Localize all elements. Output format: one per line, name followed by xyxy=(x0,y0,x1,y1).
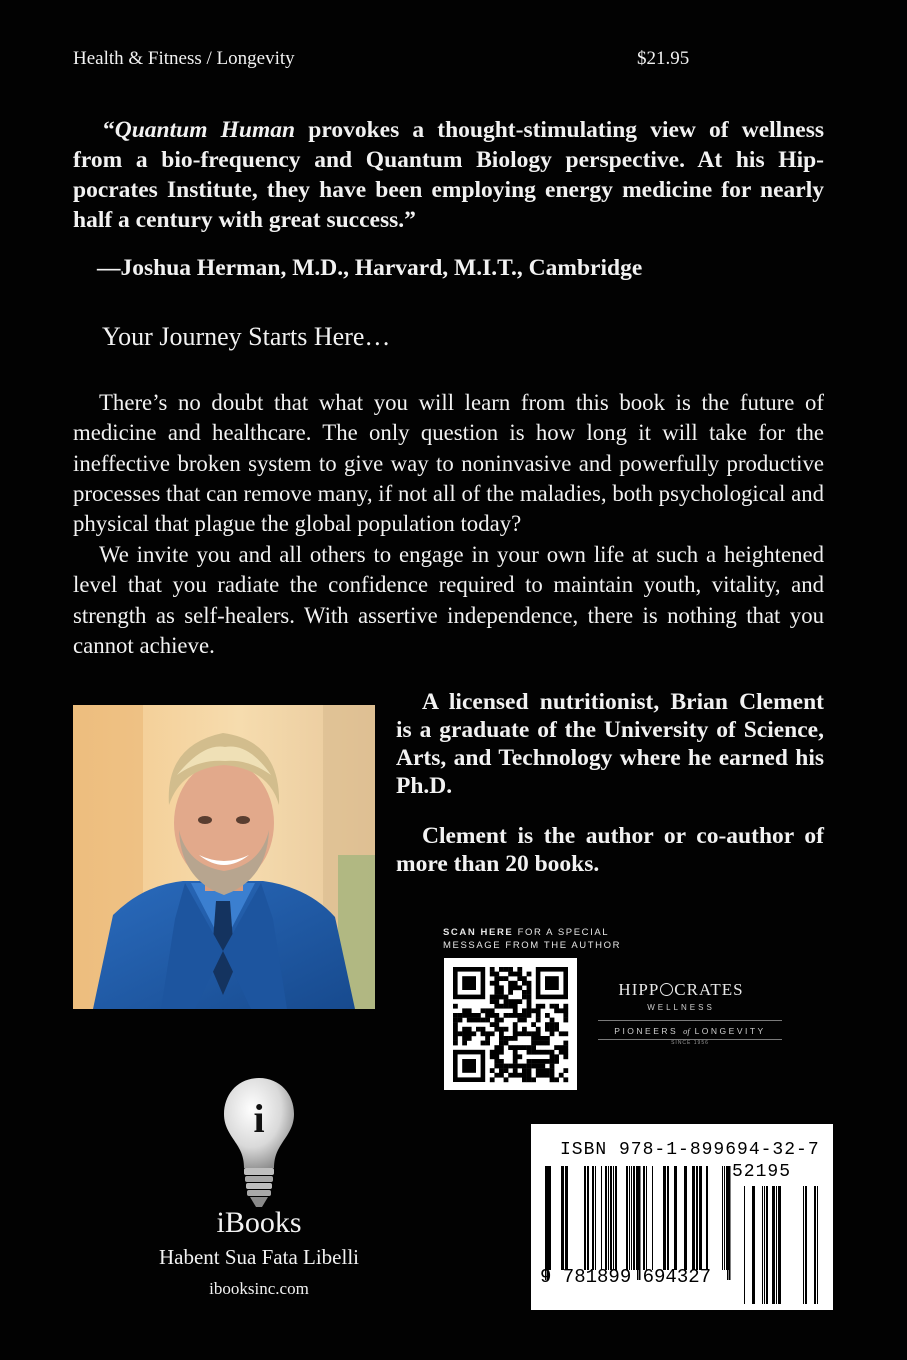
publisher-website[interactable]: ibooksinc.com xyxy=(209,1279,309,1298)
author-bio-1: A licensed nutritionist, Brian Clement is a graduate of the University of Science, Arts, and Technology where he earned his Ph.D. xyxy=(396,689,824,799)
publisher-name: iBooks xyxy=(216,1206,302,1239)
price-label: $21.95 xyxy=(637,48,690,69)
author-bio-2: Clement is the author or co-author of more than 20 books. xyxy=(396,823,824,877)
publisher-motto: Habent Sua Fata Libelli xyxy=(158,1245,360,1269)
qr-code[interactable] xyxy=(444,958,577,1090)
category-label: Health & Fitness / Longevity xyxy=(73,48,295,69)
qr-caption-bold: SCAN HERE xyxy=(443,927,514,938)
logo-rule-top xyxy=(598,1020,782,1021)
body-paragraph-2: We invite you and all others to engage in your own life at such a heightened level that you radiate the confidence required to maintain youth, vitality, and strength as self-healers. With assertive independence, there is nothing that you cannot achieve. xyxy=(73,542,824,658)
logo-name xyxy=(600,980,762,1000)
logo-tagline xyxy=(598,1026,782,1036)
price-code: 52195 xyxy=(732,1162,792,1182)
quote-open-mark: “ xyxy=(103,117,115,143)
qr-caption xyxy=(443,926,621,952)
qr-caption-rest: FOR A SPECIAL xyxy=(513,927,610,938)
logo-tagline-a: PIONEERS xyxy=(614,1026,684,1036)
barcode-digits: 9 781899 694327 xyxy=(540,1266,712,1288)
lightbulb-logo-icon xyxy=(222,1076,296,1210)
logo-tagline-of: of xyxy=(683,1026,690,1036)
logo-subtitle: WELLNESS xyxy=(647,1003,715,1012)
quote-book-title: Quantum Human xyxy=(114,117,296,143)
quote-text: provokes a thought-stimulating view of wellness from a bio-frequency and Quantum Biology perspective. At his Hippocrates Institute, they have been employing energy medicine for nearly half a century with great success.” xyxy=(73,117,825,233)
qr-caption-line2: MESSAGE FROM THE AUTHOR xyxy=(443,940,622,951)
author-photo xyxy=(73,705,375,1009)
logo-since: SINCE 1956 xyxy=(671,1040,709,1046)
body-paragraph-1: There’s no doubt that what you will learn from this book is the future of medicine and healthcare. The only question is how long it will take for the ineffective broken system to give way to noninvasive and powerfully productive processes that can remove many, if not all of the maladies, both psychological and physical that plague the global population today? xyxy=(73,390,824,537)
logo-name-start: HIPP xyxy=(618,980,660,999)
quote-attribution: —Joshua Herman, M.D., Harvard, M.I.T., Cambridge xyxy=(97,255,643,281)
logo-globe-icon xyxy=(660,983,673,996)
logo-name-end: CRATES xyxy=(674,980,744,999)
logo-tagline-b: LONGEVITY xyxy=(689,1026,766,1036)
section-heading: Your Journey Starts Here… xyxy=(102,322,391,351)
isbn-text: ISBN 978-1-899694-32-7 xyxy=(560,1140,820,1160)
endorsement-quote xyxy=(73,115,824,235)
bulb-letter: i xyxy=(253,1096,265,1141)
